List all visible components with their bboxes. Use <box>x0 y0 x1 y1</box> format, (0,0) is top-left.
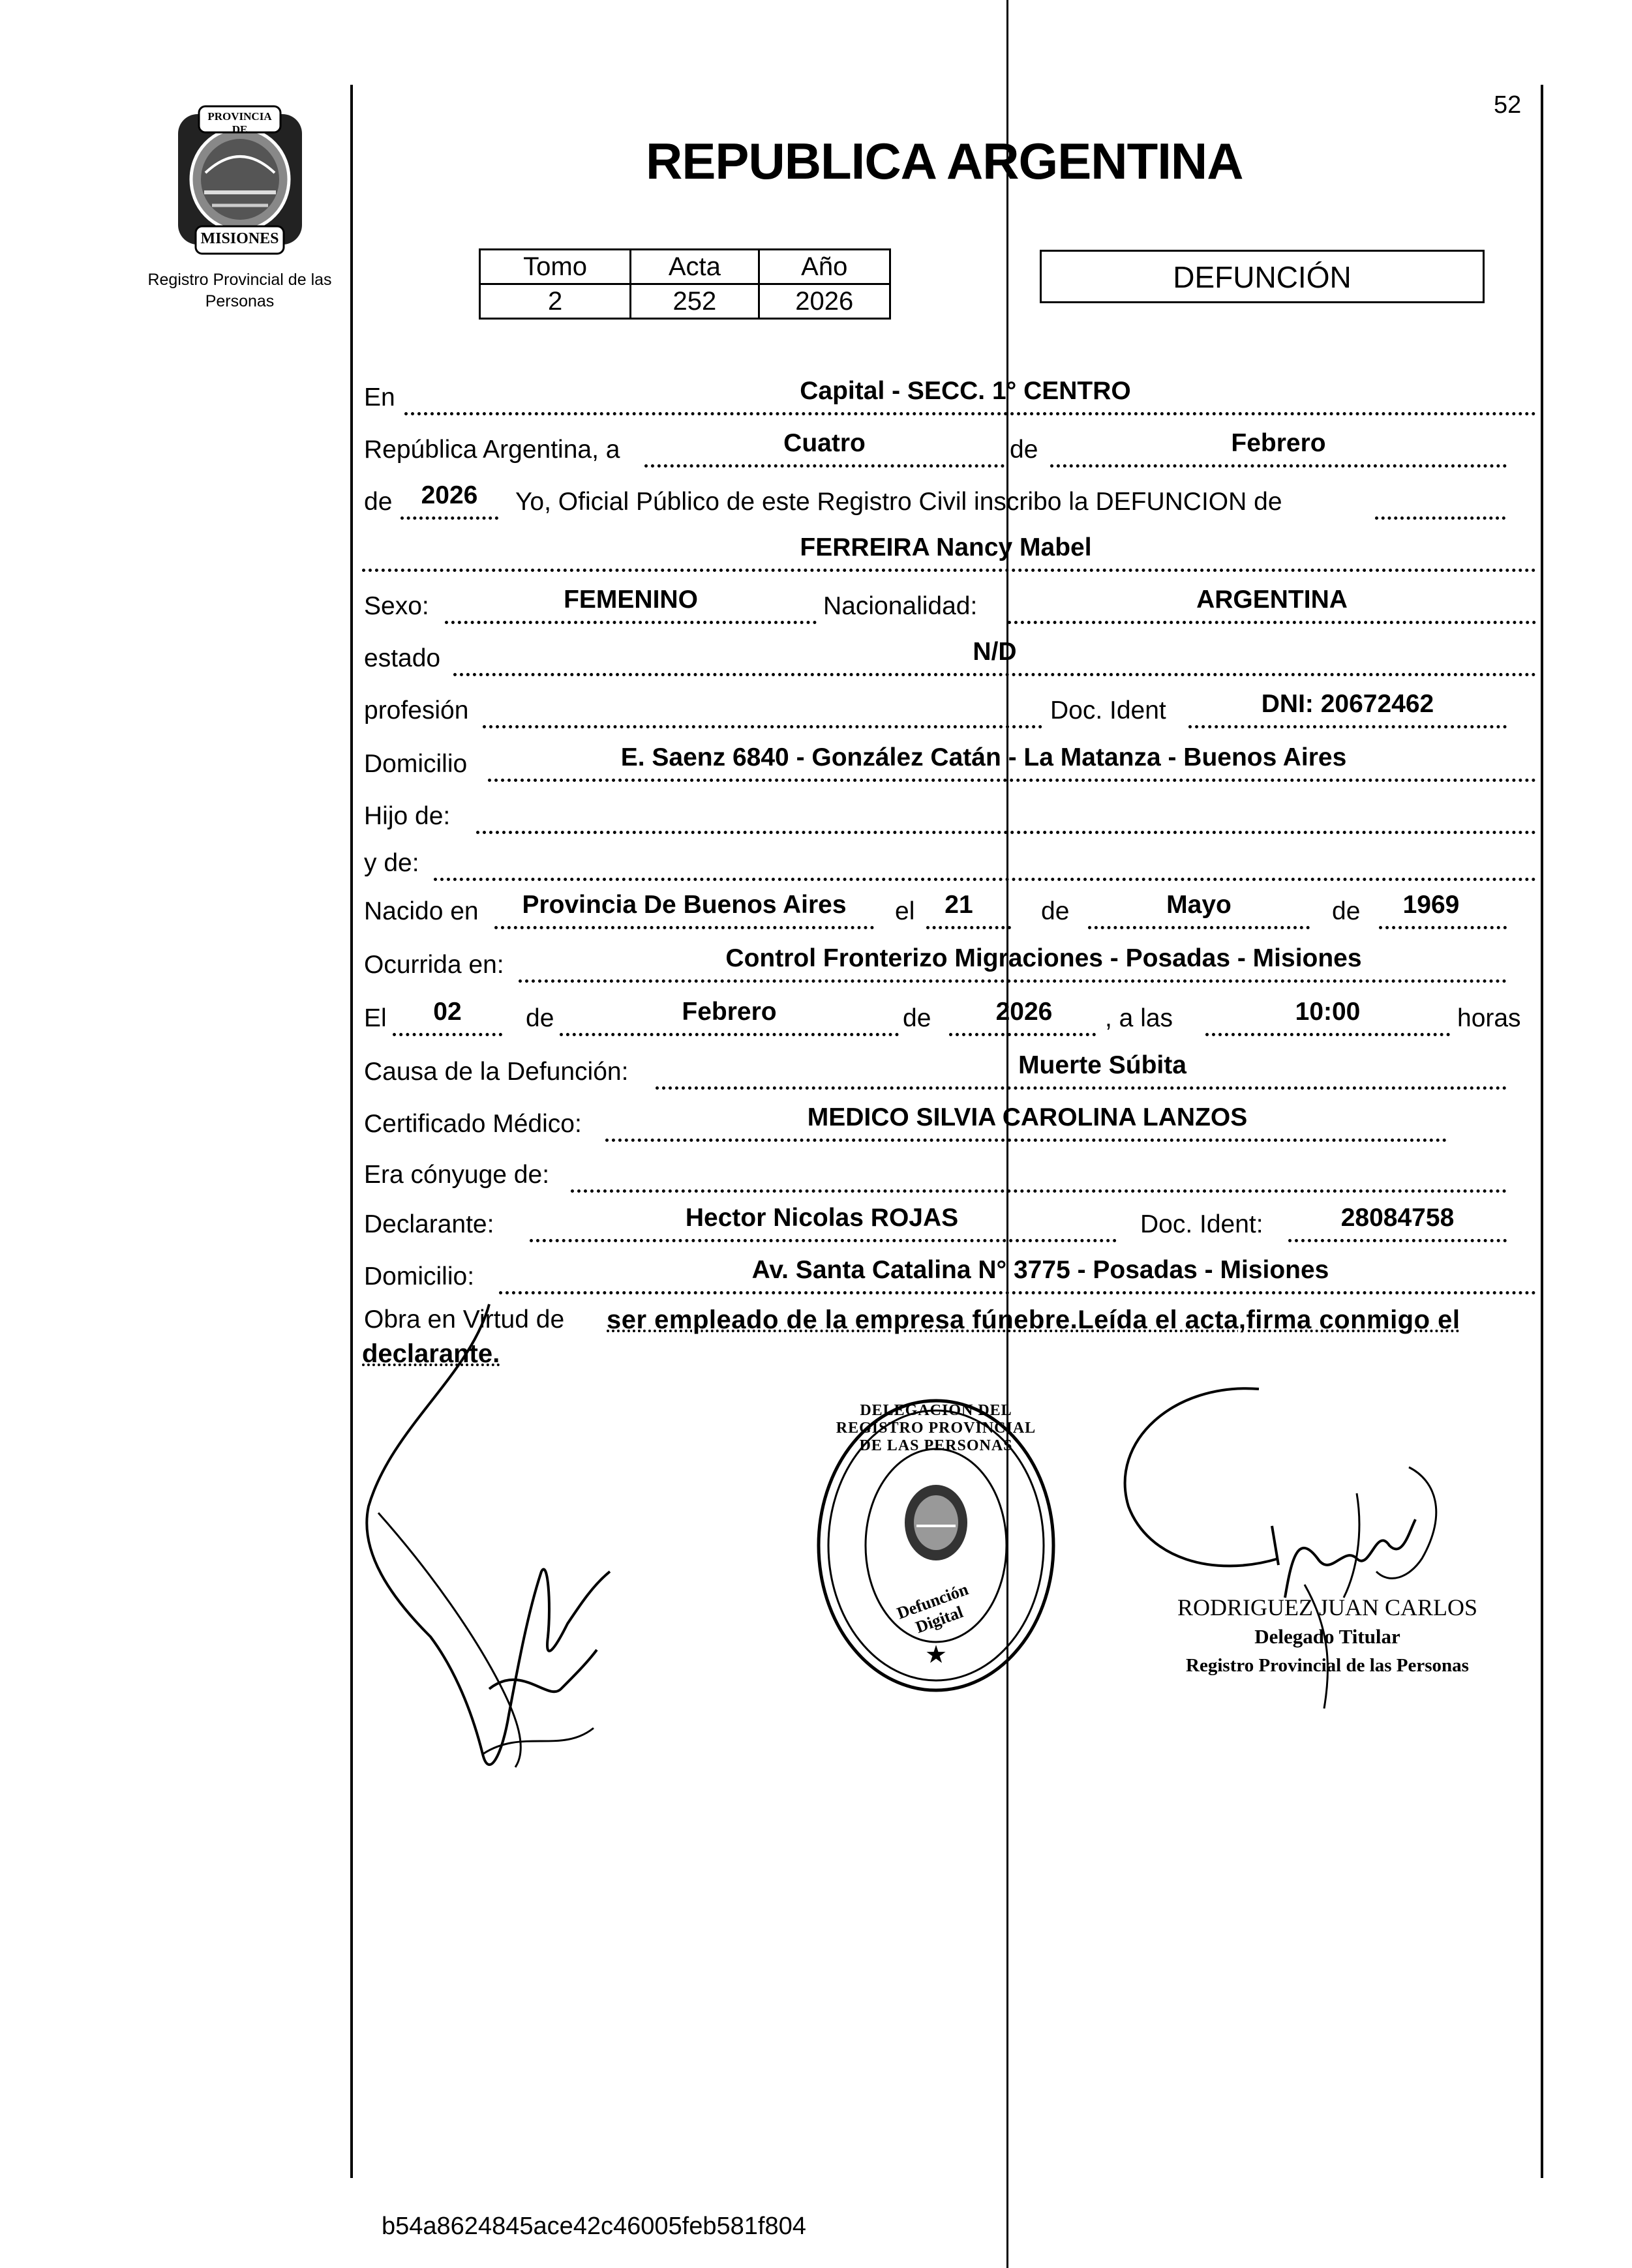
logo-bottom-text: MISIONES <box>200 230 279 247</box>
field-lugar: Capital - SECC. 1° CENTRO <box>800 377 1131 405</box>
acta-meta-table <box>479 248 891 320</box>
dotline-declarante-domicilio <box>499 1291 1536 1294</box>
table-value-tomo: 2 <box>480 284 631 319</box>
field-estado: N/D <box>973 638 1017 666</box>
dotline-estado <box>453 673 1536 676</box>
table-value-anio: 2026 <box>759 284 890 319</box>
logo-caption: Registro Provincial de las Personas <box>147 271 332 310</box>
dotline-nacionalidad <box>1008 621 1536 624</box>
label-horas: horas <box>1457 1004 1521 1032</box>
table-value-acta: 252 <box>631 284 759 319</box>
official-stamp <box>812 1395 1060 1695</box>
stamp-star-icon: ★ <box>924 1641 948 1669</box>
label-causa: Causa de la Defunción: <box>364 1058 629 1086</box>
misiones-logo <box>166 101 313 258</box>
field-ocurrida-en: Control Fronterizo Migraciones - Posadas - Misiones <box>725 944 1362 972</box>
field-declarante: Hector Nicolas ROJAS <box>685 1204 959 1232</box>
label-doc-ident-2: Doc. Ident: <box>1140 1210 1263 1238</box>
page-number: 52 <box>1494 91 1522 119</box>
field-def-dia: 02 <box>433 998 462 1026</box>
label-hijo-de: Hijo de: <box>364 802 451 830</box>
dotline-nac-dia <box>926 926 1011 929</box>
dotline-mes <box>1050 464 1507 468</box>
dotline-nombre <box>362 569 1536 572</box>
label-en: En <box>364 383 395 411</box>
right-margin-line <box>1541 85 1543 2178</box>
label-de-def-anio: de <box>903 1004 931 1032</box>
label-el-2: El <box>364 1004 387 1032</box>
stamp-inner-text: Defunción Digital <box>894 1579 971 1637</box>
field-nacionalidad: ARGENTINA <box>1196 586 1348 614</box>
dotline-profesion <box>483 725 1042 728</box>
declarant-signature-icon <box>352 1298 626 1806</box>
dotline-def-anio <box>949 1033 1096 1036</box>
doc-type-box <box>1040 250 1485 303</box>
signature-role: Delegado Titular <box>1254 1625 1400 1648</box>
label-oficial: Yo, Oficial Público de este Registro Civil inscribo la DEFUNCION de <box>515 488 1282 516</box>
label-ocurrida-en: Ocurrida en: <box>364 951 504 979</box>
dotline-def-hora <box>1205 1033 1450 1036</box>
dotline-nac-anio <box>1379 926 1507 929</box>
dotline-conyuge <box>571 1189 1507 1193</box>
label-de-def-mes: de <box>526 1004 554 1032</box>
field-domicilio: E. Saenz 6840 - González Catán - La Matanza - Buenos Aires <box>620 743 1347 771</box>
label-nacido-en: Nacido en <box>364 897 479 925</box>
label-declarante: Declarante: <box>364 1210 494 1238</box>
dotline-hijo-de <box>476 831 1536 834</box>
label-doc-ident: Doc. Ident <box>1050 696 1166 724</box>
label-profesion: profesión <box>364 696 469 724</box>
field-causa: Muerte Súbita <box>1018 1051 1186 1079</box>
label-el: el <box>895 897 915 925</box>
signature-office: Registro Provincial de las Personas <box>1186 1655 1469 1676</box>
field-dia: Cuatro <box>783 429 866 457</box>
table-header-tomo: Tomo <box>480 250 631 284</box>
label-sexo: Sexo: <box>364 592 429 620</box>
label-obra-en-virtud: Obra en Virtud de <box>364 1306 565 1334</box>
dotline-nacido-en <box>494 926 874 929</box>
field-sexo: FEMENINO <box>564 586 698 614</box>
field-nac-anio: 1969 <box>1402 891 1460 919</box>
center-fold-line <box>1006 0 1008 2268</box>
dotline-anio <box>400 516 498 520</box>
dotline-declarante-doc <box>1288 1239 1507 1242</box>
label-republica: República Argentina, a <box>364 436 620 464</box>
table-header-acta: Acta <box>631 250 759 284</box>
field-nombre: FERREIRA Nancy Mabel <box>800 533 1092 561</box>
dotline-certificado <box>605 1139 1447 1142</box>
dotline-en <box>404 412 1536 415</box>
dotline-oficial-tail <box>1375 516 1505 520</box>
dotline-causa <box>656 1086 1507 1090</box>
field-certificado: MEDICO SILVIA CAROLINA LANZOS <box>807 1103 1248 1131</box>
doc-type-label: DEFUNCIÓN <box>1173 260 1352 294</box>
document-hash: b54a8624845ace42c46005feb581f804 <box>382 2213 806 2240</box>
field-def-hora: 10:00 <box>1295 998 1361 1026</box>
signature-name: RODRIGUEZ JUAN CARLOS <box>1177 1594 1478 1620</box>
field-nacido-en: Provincia De Buenos Aires <box>522 891 847 919</box>
dotline-sexo <box>445 621 817 624</box>
field-obra-line2: declarante. <box>362 1339 500 1368</box>
dotline-def-dia <box>393 1033 502 1036</box>
dotline-domicilio <box>488 779 1536 782</box>
field-doc-ident: DNI: 20672462 <box>1261 690 1434 718</box>
label-nacionalidad: Nacionalidad: <box>823 592 978 620</box>
label-de-nac-anio: de <box>1332 897 1361 925</box>
field-nac-mes: Mayo <box>1166 891 1232 919</box>
dotline-y-de <box>434 878 1536 881</box>
label-conyuge: Era cónyuge de: <box>364 1161 550 1189</box>
field-nac-dia: 21 <box>944 891 973 919</box>
label-domicilio: Domicilio <box>364 750 468 778</box>
left-margin-line <box>350 85 353 2178</box>
label-domicilio-2: Domicilio: <box>364 1262 475 1291</box>
dotline-nac-mes <box>1088 926 1310 929</box>
field-anio: 2026 <box>421 481 478 509</box>
label-de-mes: de <box>1010 436 1038 464</box>
dotline-ocurrida-en <box>519 979 1507 983</box>
dotline-declarante <box>530 1239 1117 1242</box>
stamp-outer-text: DELEGACION DEL REGISTRO PROVINCIAL DE LAS PERSONAS <box>836 1402 1036 1454</box>
label-a-las: , a las <box>1105 1004 1173 1032</box>
dotline-doc-ident <box>1188 725 1507 728</box>
field-def-mes: Febrero <box>682 998 777 1026</box>
table-header-anio: Año <box>759 250 890 284</box>
label-de-nac-mes: de <box>1041 897 1070 925</box>
label-estado: estado <box>364 644 441 672</box>
logo-top-text: PROVINCIA DE <box>207 110 272 136</box>
dotline-dia <box>644 464 1005 468</box>
field-declarante-domicilio: Av. Santa Catalina N° 3775 - Posadas - Misiones <box>751 1256 1329 1284</box>
field-declarante-doc: 28084758 <box>1340 1204 1455 1232</box>
label-y-de: y de: <box>364 849 419 877</box>
page-title: REPUBLICA ARGENTINA <box>646 132 1243 190</box>
field-mes: Febrero <box>1231 429 1326 457</box>
field-def-anio: 2026 <box>995 998 1053 1026</box>
label-certificado: Certificado Médico: <box>364 1110 582 1138</box>
field-obra-line1: ser empleado de la empresa fúnebre.Leída el acta,firma conmigo el <box>607 1306 1460 1334</box>
label-de-anio: de <box>364 488 393 516</box>
dotline-def-mes <box>560 1033 899 1036</box>
